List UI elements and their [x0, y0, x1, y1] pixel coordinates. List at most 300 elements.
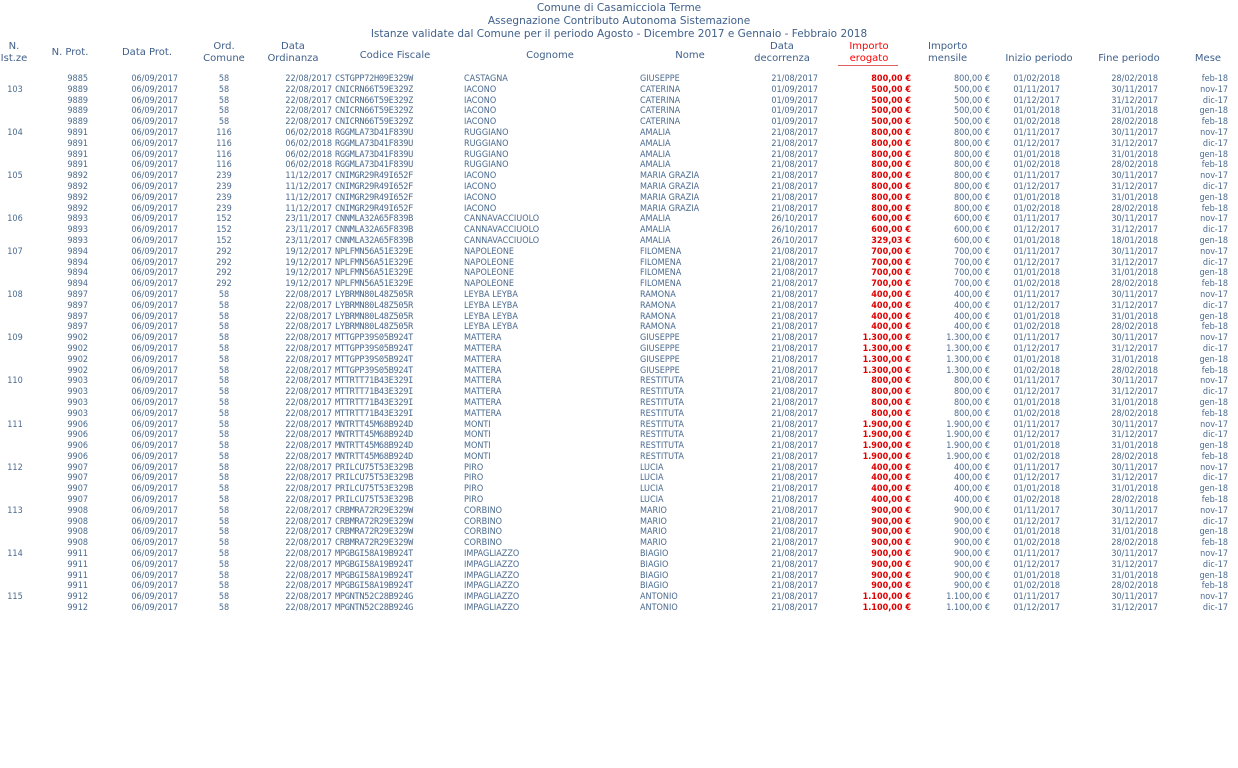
- cell-ord-comune: 58: [218, 538, 230, 549]
- col-header-n-istanze-line2: Ist.ze: [0, 53, 28, 64]
- table-row: [0, 182, 1238, 193]
- cell-data-prot: 06/09/2017: [131, 192, 178, 203]
- cell-nome: MARIA GRAZIA: [640, 181, 700, 192]
- cell-cognome: CANNAVACCIUOLO: [464, 214, 540, 225]
- cell-ord-comune: 239: [216, 203, 232, 214]
- cell-data-ordinanza: 22/08/2017: [285, 559, 332, 570]
- cell-n-prot: 9897: [67, 311, 88, 322]
- cell-data-decorrenza: 26/10/2017: [771, 214, 818, 225]
- cell-data-prot: 06/09/2017: [131, 235, 178, 246]
- cell-cognome: LEYBA LEYBA: [464, 289, 518, 300]
- cell-n-prot: 9907: [67, 484, 88, 495]
- cell-cognome: NAPOLEONE: [464, 257, 515, 268]
- cell-importo-mensile: 700,00 €: [953, 279, 990, 290]
- cell-data-prot: 06/09/2017: [131, 181, 178, 192]
- col-header-erog-line1: Importo: [849, 41, 889, 52]
- cell-cognome: IACONO: [464, 171, 497, 182]
- cell-n-istanza: 106: [7, 214, 23, 225]
- cell-importo-erogato: 900,00 €: [871, 527, 911, 538]
- cell-fine-periodo: 31/01/2018: [1111, 397, 1158, 408]
- cell-ord-comune: 58: [218, 354, 230, 365]
- cell-fine-periodo: 30/11/2017: [1111, 592, 1158, 603]
- cell-importo-erogato: 1.900,00 €: [862, 419, 911, 430]
- cell-importo-erogato: 400,00 €: [871, 484, 911, 495]
- cell-codice-fiscale: PRILCU75T53E329B: [335, 473, 413, 484]
- cell-data-decorrenza: 21/08/2017: [771, 408, 818, 419]
- title-assegnazione: Assegnazione Contributo Autonoma Sistemazione: [487, 15, 751, 27]
- col-header-ord-comune: [196, 41, 252, 65]
- cell-ord-comune: 58: [218, 570, 230, 581]
- cell-codice-fiscale: RGGMLA73D41F839U: [335, 138, 413, 149]
- cell-cognome: RUGGIANO: [464, 127, 509, 138]
- cell-cognome: IMPAGLIAZZO: [464, 559, 520, 570]
- cell-nome: CATERINA: [640, 84, 681, 95]
- cell-codice-fiscale: MTTRTT71B43E329I: [335, 387, 413, 398]
- table-row: [0, 538, 1238, 549]
- cell-codice-fiscale: PRILCU75T53E329B: [335, 495, 413, 506]
- cell-mese: dic-17: [1202, 225, 1228, 236]
- cell-data-ordinanza: 22/08/2017: [285, 570, 332, 581]
- cell-importo-mensile: 800,00 €: [953, 74, 990, 84]
- table-row: [0, 258, 1238, 269]
- cell-mese: dic-17: [1202, 430, 1228, 441]
- cell-data-decorrenza: 01/09/2017: [771, 106, 818, 117]
- cell-importo-mensile: 800,00 €: [953, 376, 990, 387]
- cell-data-ordinanza: 22/08/2017: [285, 74, 332, 84]
- cell-data-ordinanza: 06/02/2018: [285, 127, 332, 138]
- col-header-decor-line1: Data: [770, 41, 794, 52]
- cell-nome: BIAGIO: [640, 549, 669, 560]
- cell-inizio-periodo: 01/11/2017: [1013, 127, 1060, 138]
- cell-data-ordinanza: 19/12/2017: [285, 279, 332, 290]
- cell-importo-mensile: 800,00 €: [953, 160, 990, 171]
- cell-importo-erogato: 400,00 €: [871, 322, 911, 333]
- cell-n-prot: 9889: [67, 84, 88, 95]
- cell-importo-mensile: 900,00 €: [953, 549, 990, 560]
- cell-n-prot: 9907: [67, 462, 88, 473]
- cell-n-prot: 9897: [67, 300, 88, 311]
- cell-fine-periodo: 31/01/2018: [1111, 149, 1158, 160]
- cell-n-prot: 9911: [67, 559, 88, 570]
- cell-data-prot: 06/09/2017: [131, 462, 178, 473]
- cell-nome: FILOMENA: [640, 257, 682, 268]
- table-row: [0, 506, 1238, 517]
- cell-fine-periodo: 31/12/2017: [1111, 516, 1158, 527]
- table-row: [0, 409, 1238, 420]
- cell-fine-periodo: 31/12/2017: [1111, 95, 1158, 106]
- cell-data-ordinanza: 22/08/2017: [285, 408, 332, 419]
- cell-inizio-periodo: 01/02/2018: [1013, 538, 1060, 549]
- cell-importo-erogato: 800,00 €: [871, 387, 911, 398]
- cell-data-prot: 06/09/2017: [131, 592, 178, 603]
- cell-cognome: IACONO: [464, 181, 497, 192]
- cell-nome: GIUSEPPE: [640, 74, 680, 84]
- cell-importo-erogato: 800,00 €: [871, 397, 911, 408]
- cell-cognome: MATTERA: [464, 408, 502, 419]
- cell-inizio-periodo: 01/12/2017: [1013, 603, 1060, 614]
- table-row: [0, 355, 1238, 366]
- cell-mese: feb-18: [1201, 451, 1228, 462]
- cell-data-ordinanza: 22/08/2017: [285, 106, 332, 117]
- cell-n-istanza: 115: [7, 592, 23, 603]
- cell-nome: RESTITUTA: [640, 430, 684, 441]
- col-header-inizio-periodo: Inizio periodo: [1005, 53, 1073, 64]
- col-header-codice-fiscale: Codice Fiscale: [359, 50, 431, 61]
- cell-cognome: RUGGIANO: [464, 160, 509, 171]
- cell-fine-periodo: 31/01/2018: [1111, 106, 1158, 117]
- cell-importo-mensile: 400,00 €: [953, 495, 990, 506]
- col-header-importo-erogato: [838, 41, 900, 65]
- cell-inizio-periodo: 01/02/2018: [1013, 365, 1060, 376]
- cell-codice-fiscale: MTTRTT71B43E329I: [335, 376, 413, 387]
- cell-n-prot: 9885: [67, 74, 88, 84]
- cell-n-prot: 9902: [67, 343, 88, 354]
- cell-inizio-periodo: 01/12/2017: [1013, 95, 1060, 106]
- cell-mese: nov-17: [1200, 592, 1228, 603]
- cell-mese: dic-17: [1202, 300, 1228, 311]
- cell-nome: BIAGIO: [640, 570, 669, 581]
- cell-data-decorrenza: 21/08/2017: [771, 495, 818, 506]
- cell-codice-fiscale: LYBRMN80L48Z505R: [335, 322, 413, 333]
- table-row: [0, 603, 1238, 614]
- cell-data-prot: 06/09/2017: [131, 117, 178, 128]
- cell-data-decorrenza: 21/08/2017: [771, 527, 818, 538]
- cell-n-prot: 9906: [67, 430, 88, 441]
- col-header-data-ord-line1: Data: [281, 41, 305, 52]
- cell-inizio-periodo: 01/12/2017: [1013, 387, 1060, 398]
- cell-data-prot: 06/09/2017: [131, 581, 178, 592]
- cell-inizio-periodo: 01/11/2017: [1013, 462, 1060, 473]
- cell-ord-comune: 58: [218, 311, 230, 322]
- table-row: [0, 344, 1238, 355]
- cell-cognome: PIRO: [464, 473, 484, 484]
- cell-data-decorrenza: 21/08/2017: [771, 127, 818, 138]
- cell-data-prot: 06/09/2017: [131, 430, 178, 441]
- cell-cognome: CORBINO: [464, 516, 503, 527]
- cell-mese: dic-17: [1202, 387, 1228, 398]
- cell-inizio-periodo: 01/11/2017: [1013, 376, 1060, 387]
- table-row: [0, 549, 1238, 560]
- table-row: [0, 527, 1238, 538]
- cell-importo-erogato: 800,00 €: [871, 203, 911, 214]
- cell-data-prot: 06/09/2017: [131, 441, 178, 452]
- cell-data-prot: 06/09/2017: [131, 451, 178, 462]
- cell-codice-fiscale: CNICRN66T59E329Z: [335, 106, 413, 117]
- cell-data-ordinanza: 11/12/2017: [285, 203, 332, 214]
- cell-data-ordinanza: 23/11/2017: [285, 235, 332, 246]
- table-row: [0, 85, 1238, 96]
- cell-importo-mensile: 400,00 €: [953, 311, 990, 322]
- cell-data-decorrenza: 21/08/2017: [771, 365, 818, 376]
- cell-importo-mensile: 1.900,00 €: [946, 441, 990, 452]
- col-header-cognome: Cognome: [526, 50, 574, 61]
- cell-fine-periodo: 28/02/2018: [1111, 279, 1158, 290]
- table-row: [0, 160, 1238, 171]
- cell-data-prot: 06/09/2017: [131, 214, 178, 225]
- cell-mese: feb-18: [1201, 408, 1228, 419]
- cell-data-ordinanza: 22/08/2017: [285, 538, 332, 549]
- cell-n-istanza: 105: [7, 171, 23, 182]
- cell-inizio-periodo: 01/02/2018: [1013, 581, 1060, 592]
- cell-importo-erogato: 700,00 €: [871, 246, 911, 257]
- col-header-ord-line1: Ord.: [213, 41, 235, 52]
- cell-data-decorrenza: 21/08/2017: [771, 603, 818, 614]
- cell-codice-fiscale: LYBRMN80L48Z505R: [335, 289, 413, 300]
- cell-ord-comune: 58: [218, 333, 230, 344]
- cell-importo-mensile: 800,00 €: [953, 192, 990, 203]
- cell-nome: AMALIA: [640, 149, 671, 160]
- cell-nome: BIAGIO: [640, 581, 669, 592]
- cell-fine-periodo: 28/02/2018: [1111, 538, 1158, 549]
- title-periodo: Istanze validate dal Comune per il periodo Agosto - Dicembre 2017 e Gennaio - Febbraio 2018: [370, 28, 868, 40]
- cell-ord-comune: 239: [216, 171, 232, 182]
- cell-codice-fiscale: CNICRN66T59E329Z: [335, 95, 413, 106]
- cell-inizio-periodo: 01/11/2017: [1013, 549, 1060, 560]
- cell-data-decorrenza: 26/10/2017: [771, 225, 818, 236]
- col-header-decor-line2: decorrenza: [754, 53, 810, 64]
- cell-importo-erogato: 400,00 €: [871, 300, 911, 311]
- cell-importo-mensile: 800,00 €: [953, 408, 990, 419]
- cell-importo-mensile: 600,00 €: [953, 225, 990, 236]
- cell-nome: RAMONA: [640, 322, 676, 333]
- cell-importo-erogato: 1.300,00 €: [862, 354, 911, 365]
- cell-n-prot: 9891: [67, 127, 88, 138]
- cell-nome: GIUSEPPE: [640, 343, 680, 354]
- cell-data-ordinanza: 22/08/2017: [285, 333, 332, 344]
- cell-data-ordinanza: 22/08/2017: [285, 495, 332, 506]
- cell-fine-periodo: 31/01/2018: [1111, 311, 1158, 322]
- table-row: [0, 128, 1238, 139]
- cell-cognome: MATTERA: [464, 376, 502, 387]
- cell-mese: nov-17: [1200, 171, 1228, 182]
- cell-importo-erogato: 1.900,00 €: [862, 451, 911, 462]
- cell-importo-erogato: 700,00 €: [871, 279, 911, 290]
- cell-data-ordinanza: 22/08/2017: [285, 300, 332, 311]
- cell-ord-comune: 116: [216, 160, 232, 171]
- table-row: [0, 301, 1238, 312]
- cell-nome: GIUSEPPE: [640, 365, 680, 376]
- cell-data-prot: 06/09/2017: [131, 538, 178, 549]
- cell-ord-comune: 58: [218, 441, 230, 452]
- cell-n-prot: 9907: [67, 495, 88, 506]
- cell-nome: RESTITUTA: [640, 397, 684, 408]
- cell-fine-periodo: 30/11/2017: [1111, 246, 1158, 257]
- cell-n-prot: 9889: [67, 117, 88, 128]
- cell-mese: dic-17: [1202, 257, 1228, 268]
- cell-data-ordinanza: 22/08/2017: [285, 322, 332, 333]
- cell-ord-comune: 239: [216, 192, 232, 203]
- cell-n-prot: 9892: [67, 192, 88, 203]
- cell-data-decorrenza: 21/08/2017: [771, 289, 818, 300]
- cell-nome: AMALIA: [640, 138, 671, 149]
- cell-codice-fiscale: CSTGPP72H09E329W: [335, 74, 413, 84]
- cell-data-ordinanza: 22/08/2017: [285, 549, 332, 560]
- cell-fine-periodo: 30/11/2017: [1111, 171, 1158, 182]
- cell-importo-erogato: 400,00 €: [871, 473, 911, 484]
- cell-codice-fiscale: MPGBGI58A19B924T: [335, 570, 413, 581]
- cell-n-prot: 9903: [67, 387, 88, 398]
- cell-data-ordinanza: 22/08/2017: [285, 354, 332, 365]
- cell-data-decorrenza: 21/08/2017: [771, 257, 818, 268]
- cell-importo-mensile: 800,00 €: [953, 138, 990, 149]
- cell-n-prot: 9903: [67, 397, 88, 408]
- cell-inizio-periodo: 01/02/2018: [1013, 279, 1060, 290]
- cell-ord-comune: 116: [216, 149, 232, 160]
- table-row: [0, 214, 1238, 225]
- cell-data-ordinanza: 22/08/2017: [285, 592, 332, 603]
- cell-data-decorrenza: 01/09/2017: [771, 84, 818, 95]
- cell-importo-erogato: 1.900,00 €: [862, 430, 911, 441]
- cell-data-ordinanza: 22/08/2017: [285, 462, 332, 473]
- cell-ord-comune: 58: [218, 451, 230, 462]
- cell-inizio-periodo: 01/02/2018: [1013, 160, 1060, 171]
- cell-importo-erogato: 900,00 €: [871, 559, 911, 570]
- cell-data-decorrenza: 21/08/2017: [771, 441, 818, 452]
- cell-importo-erogato: 600,00 €: [871, 214, 911, 225]
- cell-importo-erogato: 400,00 €: [871, 462, 911, 473]
- cell-cognome: IMPAGLIAZZO: [464, 603, 520, 614]
- cell-data-decorrenza: 21/08/2017: [771, 462, 818, 473]
- cell-nome: LUCIA: [640, 473, 664, 484]
- cell-importo-erogato: 400,00 €: [871, 495, 911, 506]
- cell-mese: nov-17: [1200, 505, 1228, 516]
- cell-data-decorrenza: 26/10/2017: [771, 235, 818, 246]
- cell-mese: gen-18: [1199, 397, 1228, 408]
- cell-importo-mensile: 800,00 €: [953, 203, 990, 214]
- cell-data-ordinanza: 22/08/2017: [285, 419, 332, 430]
- cell-ord-comune: 58: [218, 74, 230, 84]
- cell-codice-fiscale: CRBMRA72R29E329W: [335, 516, 413, 527]
- cell-fine-periodo: 28/02/2018: [1111, 117, 1158, 128]
- cell-data-prot: 06/09/2017: [131, 311, 178, 322]
- col-header-data-ordinanza: [260, 41, 326, 65]
- cell-codice-fiscale: MPGBGI58A19B924T: [335, 549, 413, 560]
- cell-n-prot: 9889: [67, 106, 88, 117]
- cell-nome: LUCIA: [640, 462, 664, 473]
- table-row: [0, 592, 1238, 603]
- cell-data-decorrenza: 21/08/2017: [771, 322, 818, 333]
- cell-ord-comune: 58: [218, 473, 230, 484]
- cell-fine-periodo: 28/02/2018: [1111, 160, 1158, 171]
- cell-data-prot: 06/09/2017: [131, 397, 178, 408]
- cell-cognome: MATTERA: [464, 397, 502, 408]
- cell-data-prot: 06/09/2017: [131, 495, 178, 506]
- cell-cognome: IMPAGLIAZZO: [464, 570, 520, 581]
- cell-codice-fiscale: NPLFMN56A51E329E: [335, 257, 413, 268]
- cell-ord-comune: 292: [216, 257, 232, 268]
- cell-codice-fiscale: CNNMLA32A65F839B: [335, 214, 413, 225]
- cell-mese: gen-18: [1199, 484, 1228, 495]
- table-row: [0, 279, 1238, 290]
- cell-data-decorrenza: 21/08/2017: [771, 181, 818, 192]
- table-row: [0, 441, 1238, 452]
- cell-fine-periodo: 28/02/2018: [1111, 74, 1158, 84]
- cell-importo-mensile: 800,00 €: [953, 149, 990, 160]
- cell-mese: feb-18: [1201, 495, 1228, 506]
- cell-data-ordinanza: 22/08/2017: [285, 473, 332, 484]
- cell-data-decorrenza: 21/08/2017: [771, 333, 818, 344]
- cell-cognome: PIRO: [464, 484, 484, 495]
- cell-cognome: LEYBA LEYBA: [464, 322, 518, 333]
- cell-importo-mensile: 900,00 €: [953, 570, 990, 581]
- col-header-n-istanze: [0, 41, 28, 65]
- cell-fine-periodo: 28/02/2018: [1111, 408, 1158, 419]
- cell-nome: AMALIA: [640, 160, 671, 171]
- cell-cognome: IACONO: [464, 106, 497, 117]
- cell-data-prot: 06/09/2017: [131, 549, 178, 560]
- cell-inizio-periodo: 01/01/2018: [1013, 149, 1060, 160]
- cell-data-decorrenza: 21/08/2017: [771, 160, 818, 171]
- cell-data-ordinanza: 22/08/2017: [285, 387, 332, 398]
- cell-importo-erogato: 400,00 €: [871, 311, 911, 322]
- cell-data-prot: 06/09/2017: [131, 365, 178, 376]
- istanze-table: [0, 74, 1238, 614]
- cell-nome: FILOMENA: [640, 268, 682, 279]
- cell-data-ordinanza: 06/02/2018: [285, 149, 332, 160]
- table-row: [0, 139, 1238, 150]
- cell-inizio-periodo: 01/01/2018: [1013, 397, 1060, 408]
- cell-codice-fiscale: MNTRTT45M68B924D: [335, 441, 413, 452]
- cell-n-prot: 9894: [67, 268, 88, 279]
- cell-cognome: MATTERA: [464, 343, 502, 354]
- cell-inizio-periodo: 01/01/2018: [1013, 570, 1060, 581]
- cell-nome: LUCIA: [640, 495, 664, 506]
- cell-ord-comune: 58: [218, 603, 230, 614]
- cell-importo-erogato: 600,00 €: [871, 225, 911, 236]
- cell-data-decorrenza: 01/09/2017: [771, 95, 818, 106]
- cell-fine-periodo: 30/11/2017: [1111, 289, 1158, 300]
- cell-data-ordinanza: 22/08/2017: [285, 397, 332, 408]
- cell-fine-periodo: 30/11/2017: [1111, 462, 1158, 473]
- cell-mese: feb-18: [1201, 581, 1228, 592]
- cell-cognome: IACONO: [464, 117, 497, 128]
- cell-data-decorrenza: 21/08/2017: [771, 192, 818, 203]
- cell-nome: GIUSEPPE: [640, 354, 680, 365]
- cell-inizio-periodo: 01/12/2017: [1013, 430, 1060, 441]
- cell-data-ordinanza: 11/12/2017: [285, 181, 332, 192]
- cell-nome: MARIO: [640, 527, 667, 538]
- cell-inizio-periodo: 01/02/2018: [1013, 451, 1060, 462]
- table-row: [0, 398, 1238, 409]
- col-header-data-prot: Data Prot.: [121, 47, 173, 58]
- cell-cognome: MATTERA: [464, 354, 502, 365]
- cell-fine-periodo: 31/12/2017: [1111, 300, 1158, 311]
- cell-nome: RAMONA: [640, 311, 676, 322]
- cell-fine-periodo: 31/12/2017: [1111, 343, 1158, 354]
- cell-n-prot: 9906: [67, 419, 88, 430]
- cell-mese: nov-17: [1200, 333, 1228, 344]
- cell-data-decorrenza: 21/08/2017: [771, 451, 818, 462]
- cell-data-prot: 06/09/2017: [131, 289, 178, 300]
- cell-importo-mensile: 700,00 €: [953, 246, 990, 257]
- cell-inizio-periodo: 01/11/2017: [1013, 333, 1060, 344]
- cell-n-istanza: 110: [7, 376, 23, 387]
- cell-importo-erogato: 1.300,00 €: [862, 365, 911, 376]
- cell-ord-comune: 58: [218, 397, 230, 408]
- cell-data-prot: 06/09/2017: [131, 505, 178, 516]
- cell-ord-comune: 116: [216, 127, 232, 138]
- cell-codice-fiscale: MTTGPP39S05B924T: [335, 343, 413, 354]
- cell-ord-comune: 152: [216, 225, 232, 236]
- cell-importo-mensile: 500,00 €: [953, 106, 990, 117]
- cell-fine-periodo: 31/12/2017: [1111, 473, 1158, 484]
- cell-importo-mensile: 800,00 €: [953, 397, 990, 408]
- cell-cognome: CORBINO: [464, 505, 503, 516]
- cell-importo-mensile: 1.300,00 €: [946, 365, 990, 376]
- cell-codice-fiscale: MPGNTN52C28B924G: [335, 603, 413, 614]
- cell-fine-periodo: 31/01/2018: [1111, 192, 1158, 203]
- cell-ord-comune: 58: [218, 376, 230, 387]
